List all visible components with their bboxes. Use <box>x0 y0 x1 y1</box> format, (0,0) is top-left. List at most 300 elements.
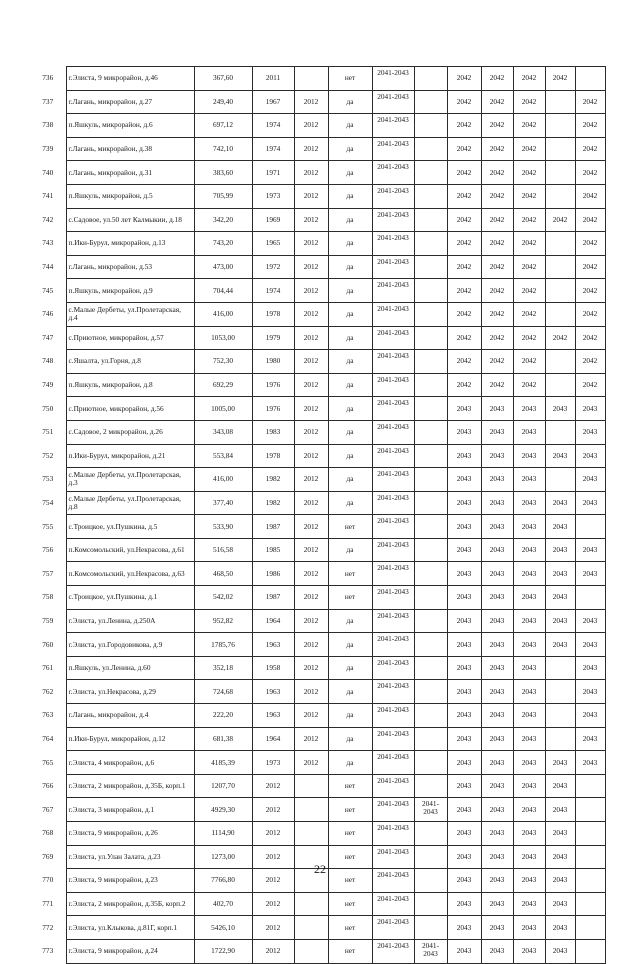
table-row <box>30 302 605 326</box>
address-cell: г.Лагань, микрорайон, д.53 <box>66 255 194 279</box>
table-row <box>30 751 605 775</box>
year-cell: 2042 <box>481 184 513 208</box>
area-cell: 1005,00 <box>194 397 252 421</box>
overhaul-year-cell <box>294 916 328 940</box>
year-cell <box>545 114 575 138</box>
flag-cell: нет <box>328 515 372 539</box>
year-cell: 2043 <box>545 822 575 846</box>
overhaul-year-cell: 2012 <box>294 184 328 208</box>
address-cell: с.Яшалта, ул.Горня, д.8 <box>66 350 194 374</box>
period-cell: 2041-2043 <box>372 916 414 940</box>
extra-period-cell <box>414 255 447 279</box>
period-cell: 2041-2043 <box>372 869 414 893</box>
overhaul-year-cell: 2012 <box>294 468 328 492</box>
flag-cell: да <box>328 161 372 185</box>
year-built-cell: 1972 <box>252 255 294 279</box>
year-built-cell: 1973 <box>252 184 294 208</box>
year-cell <box>545 161 575 185</box>
year-cell: 2043 <box>513 538 545 562</box>
year-cell: 2042 <box>447 184 481 208</box>
period-cell: 2041-2043 <box>372 397 414 421</box>
row-number: 754 <box>42 497 54 507</box>
extra-period-cell <box>414 586 447 610</box>
overhaul-year-cell: 2012 <box>294 609 328 633</box>
area-cell: 743,20 <box>194 232 252 256</box>
overhaul-year-cell <box>294 892 328 916</box>
year-cell: 2043 <box>575 420 605 444</box>
year-cell: 2042 <box>447 255 481 279</box>
flag-cell: нет <box>328 939 372 963</box>
address-cell: с.Малые Дербеты, ул.Пролетарская, д.8 <box>66 491 194 515</box>
row-number: 742 <box>42 214 54 224</box>
year-built-cell: 1987 <box>252 515 294 539</box>
year-cell <box>545 255 575 279</box>
year-cell: 2043 <box>447 774 481 798</box>
year-built-cell: 1980 <box>252 350 294 374</box>
overhaul-year-cell: 2012 <box>294 302 328 326</box>
overhaul-year-cell <box>294 67 328 91</box>
year-cell: 2043 <box>545 515 575 539</box>
table-row <box>30 326 605 350</box>
flag-cell: да <box>328 373 372 397</box>
address-cell: с.Приютное, микрорайон, д.57 <box>66 326 194 350</box>
flag-cell: да <box>328 184 372 208</box>
year-cell <box>575 774 605 798</box>
year-cell: 2042 <box>513 302 545 326</box>
extra-period-cell <box>414 515 447 539</box>
year-cell: 2043 <box>513 468 545 492</box>
year-cell: 2043 <box>545 397 575 421</box>
year-cell: 2043 <box>447 468 481 492</box>
area-cell: 681,38 <box>194 727 252 751</box>
year-built-cell: 2012 <box>252 892 294 916</box>
overhaul-year-cell: 2012 <box>294 444 328 468</box>
row-number: 763 <box>42 710 54 720</box>
year-cell: 2042 <box>513 114 545 138</box>
table-row <box>30 798 605 822</box>
year-cell: 2043 <box>481 798 513 822</box>
year-cell: 2043 <box>575 397 605 421</box>
overhaul-year-cell <box>294 822 328 846</box>
table-row <box>30 397 605 421</box>
table-row <box>30 373 605 397</box>
year-cell: 2042 <box>513 90 545 114</box>
area-cell: 1207,70 <box>194 774 252 798</box>
area-cell: 4929,30 <box>194 798 252 822</box>
row-number: 764 <box>42 733 54 743</box>
flag-cell: да <box>328 279 372 303</box>
year-cell: 2043 <box>481 822 513 846</box>
year-cell: 2042 <box>513 350 545 374</box>
year-cell: 2043 <box>513 491 545 515</box>
overhaul-year-cell <box>294 798 328 822</box>
row-number: 746 <box>42 309 54 319</box>
address-cell: г.Элиста, ул.Клыкова, д.81Г, корп.1 <box>66 916 194 940</box>
row-number: 773 <box>42 946 54 956</box>
flag-cell: нет <box>328 586 372 610</box>
flag-cell: да <box>328 727 372 751</box>
year-cell: 2043 <box>447 751 481 775</box>
year-built-cell: 1963 <box>252 680 294 704</box>
year-cell: 2042 <box>575 232 605 256</box>
year-cell: 2043 <box>481 515 513 539</box>
year-cell: 2042 <box>513 373 545 397</box>
table-row <box>30 939 605 963</box>
year-cell: 2043 <box>513 680 545 704</box>
overhaul-year-cell <box>294 939 328 963</box>
extra-period-cell <box>414 114 447 138</box>
year-cell: 2042 <box>575 373 605 397</box>
year-cell: 2043 <box>575 491 605 515</box>
table-row <box>30 656 605 680</box>
year-cell: 2043 <box>513 586 545 610</box>
year-cell: 2043 <box>513 656 545 680</box>
overhaul-year-cell: 2012 <box>294 680 328 704</box>
year-built-cell: 2012 <box>252 822 294 846</box>
year-built-cell: 1983 <box>252 420 294 444</box>
year-cell: 2042 <box>481 373 513 397</box>
year-cell: 2043 <box>481 916 513 940</box>
row-number: 772 <box>42 922 54 932</box>
year-cell: 2043 <box>545 798 575 822</box>
row-number: 769 <box>42 851 54 861</box>
extra-period-cell <box>414 420 447 444</box>
year-cell: 2043 <box>545 633 575 657</box>
area-cell: 1053,00 <box>194 326 252 350</box>
year-cell: 2042 <box>575 302 605 326</box>
table-row <box>30 609 605 633</box>
row-number: 750 <box>42 403 54 413</box>
overhaul-year-cell: 2012 <box>294 161 328 185</box>
area-cell: 704,44 <box>194 279 252 303</box>
year-cell <box>545 468 575 492</box>
year-cell: 2043 <box>481 538 513 562</box>
year-cell: 2042 <box>545 208 575 232</box>
area-cell: 416,00 <box>194 468 252 492</box>
extra-period-cell <box>414 184 447 208</box>
area-cell: 352,18 <box>194 656 252 680</box>
overhaul-year-cell: 2012 <box>294 326 328 350</box>
year-cell: 2043 <box>513 633 545 657</box>
table-row <box>30 680 605 704</box>
overhaul-year-cell: 2012 <box>294 538 328 562</box>
year-cell: 2042 <box>513 232 545 256</box>
year-cell: 2043 <box>575 468 605 492</box>
year-built-cell: 1969 <box>252 208 294 232</box>
address-cell: г.Элиста, 3 микрорайон, д.1 <box>66 798 194 822</box>
table-row <box>30 444 605 468</box>
period-cell: 2041-2043 <box>372 609 414 633</box>
period-cell: 2041-2043 <box>372 90 414 114</box>
flag-cell: нет <box>328 798 372 822</box>
address-cell: г.Элиста, 4 микрорайон, д.6 <box>66 751 194 775</box>
address-cell: п.Яшкуль, микрорайон, д.6 <box>66 114 194 138</box>
extra-period-cell <box>414 444 447 468</box>
year-cell: 2043 <box>545 609 575 633</box>
flag-cell: да <box>328 114 372 138</box>
year-cell <box>575 515 605 539</box>
area-cell: 222,20 <box>194 704 252 728</box>
year-cell: 2043 <box>447 538 481 562</box>
year-cell: 2042 <box>481 350 513 374</box>
address-cell: г.Элиста, 9 микрорайон, д.24 <box>66 939 194 963</box>
flag-cell: нет <box>328 562 372 586</box>
year-cell: 2043 <box>545 586 575 610</box>
year-cell: 2043 <box>447 515 481 539</box>
year-cell: 2043 <box>447 939 481 963</box>
overhaul-year-cell: 2012 <box>294 232 328 256</box>
extra-period-cell <box>414 704 447 728</box>
extra-period-cell <box>414 774 447 798</box>
table-row <box>30 633 605 657</box>
year-cell: 2043 <box>575 609 605 633</box>
table-row <box>30 916 605 940</box>
period-cell: 2041-2043 <box>372 468 414 492</box>
row-number: 751 <box>42 427 54 437</box>
year-cell: 2043 <box>513 869 545 893</box>
overhaul-year-cell: 2012 <box>294 420 328 444</box>
year-built-cell: 1985 <box>252 538 294 562</box>
year-built-cell: 1958 <box>252 656 294 680</box>
area-cell: 742,10 <box>194 137 252 161</box>
year-built-cell: 1974 <box>252 137 294 161</box>
area-cell: 705,99 <box>194 184 252 208</box>
row-number: 743 <box>42 238 54 248</box>
area-cell: 553,84 <box>194 444 252 468</box>
year-cell: 2043 <box>447 916 481 940</box>
period-cell: 2041-2043 <box>372 822 414 846</box>
address-cell: г.Лагань, микрорайон, д.4 <box>66 704 194 728</box>
period-cell: 2041-2043 <box>372 727 414 751</box>
address-cell: п.Яшкуль, микрорайон, д.9 <box>66 279 194 303</box>
year-cell: 2042 <box>447 161 481 185</box>
address-cell: п.Комсомольский, ул.Некрасова, д.61 <box>66 538 194 562</box>
year-cell <box>545 184 575 208</box>
year-cell: 2042 <box>447 326 481 350</box>
flag-cell: да <box>328 208 372 232</box>
year-built-cell: 1982 <box>252 491 294 515</box>
address-cell: п.Ики-Бурул, микрорайон, д.12 <box>66 727 194 751</box>
extra-period-cell <box>414 279 447 303</box>
row-number: 736 <box>42 73 54 83</box>
extra-period-cell <box>414 822 447 846</box>
year-cell: 2042 <box>575 114 605 138</box>
year-built-cell: 1964 <box>252 609 294 633</box>
year-cell: 2043 <box>545 892 575 916</box>
table-row <box>30 822 605 846</box>
flag-cell: да <box>328 137 372 161</box>
extra-period-cell <box>414 633 447 657</box>
row-number: 740 <box>42 167 54 177</box>
year-built-cell: 1971 <box>252 161 294 185</box>
year-cell: 2042 <box>447 350 481 374</box>
year-cell: 2043 <box>513 609 545 633</box>
table-row <box>30 90 605 114</box>
extra-period-cell <box>414 397 447 421</box>
year-cell <box>545 137 575 161</box>
year-built-cell: 1967 <box>252 90 294 114</box>
year-cell: 2043 <box>447 444 481 468</box>
year-cell: 2043 <box>575 704 605 728</box>
extra-period-cell <box>414 491 447 515</box>
row-number: 737 <box>42 96 54 106</box>
year-cell: 2043 <box>481 704 513 728</box>
table-row <box>30 255 605 279</box>
year-cell: 2042 <box>575 255 605 279</box>
row-number: 768 <box>42 828 54 838</box>
period-cell: 2041-2043 <box>372 67 414 91</box>
year-cell: 2042 <box>447 232 481 256</box>
address-cell: с.Садовое, 2 микрорайон, д.26 <box>66 420 194 444</box>
area-cell: 533,90 <box>194 515 252 539</box>
year-cell: 2043 <box>513 774 545 798</box>
period-cell: 2041-2043 <box>372 302 414 326</box>
year-cell: 2043 <box>447 656 481 680</box>
address-cell: г.Лагань, микрорайон, д.31 <box>66 161 194 185</box>
flag-cell: да <box>328 232 372 256</box>
year-cell: 2043 <box>481 397 513 421</box>
area-cell: 1785,76 <box>194 633 252 657</box>
row-number: 748 <box>42 356 54 366</box>
year-cell: 2042 <box>575 326 605 350</box>
overhaul-year-cell: 2012 <box>294 586 328 610</box>
year-cell: 2043 <box>447 727 481 751</box>
year-cell: 2042 <box>575 279 605 303</box>
address-cell: г.Элиста, 2 микрорайон, д.35Б, корп.1 <box>66 774 194 798</box>
extra-period-cell <box>414 916 447 940</box>
table-row <box>30 727 605 751</box>
address-cell: г.Элиста, ул.Улан Залата, д.23 <box>66 845 194 869</box>
overhaul-year-cell: 2012 <box>294 350 328 374</box>
flag-cell: да <box>328 302 372 326</box>
flag-cell: да <box>328 751 372 775</box>
row-number: 771 <box>42 899 54 909</box>
year-cell: 2043 <box>513 892 545 916</box>
year-cell: 2043 <box>545 444 575 468</box>
year-built-cell: 1963 <box>252 633 294 657</box>
year-built-cell: 2012 <box>252 916 294 940</box>
page-number: 22 <box>314 862 326 876</box>
year-built-cell: 1982 <box>252 468 294 492</box>
year-cell: 2042 <box>481 137 513 161</box>
flag-cell: нет <box>328 822 372 846</box>
year-cell: 2042 <box>447 137 481 161</box>
year-cell: 2043 <box>447 633 481 657</box>
table-row <box>30 468 605 492</box>
year-cell: 2043 <box>481 892 513 916</box>
area-cell: 342,20 <box>194 208 252 232</box>
year-cell <box>575 798 605 822</box>
year-cell: 2042 <box>481 67 513 91</box>
area-cell: 377,40 <box>194 491 252 515</box>
row-number: 766 <box>42 781 54 791</box>
year-cell: 2042 <box>481 279 513 303</box>
row-number: 761 <box>42 663 54 673</box>
period-cell: 2041-2043 <box>372 751 414 775</box>
year-cell: 2043 <box>481 751 513 775</box>
period-cell: 2041-2043 <box>372 279 414 303</box>
table-row <box>30 350 605 374</box>
year-cell: 2043 <box>513 515 545 539</box>
row-number: 745 <box>42 285 54 295</box>
year-cell: 2043 <box>513 562 545 586</box>
year-cell: 2043 <box>447 892 481 916</box>
year-cell: 2043 <box>447 420 481 444</box>
address-cell: г.Элиста, ул.Городовикова, д.9 <box>66 633 194 657</box>
year-cell: 2042 <box>481 114 513 138</box>
address-cell: г.Элиста, 9 микрорайон, д.46 <box>66 67 194 91</box>
overhaul-year-cell: 2012 <box>294 491 328 515</box>
year-cell: 2042 <box>481 302 513 326</box>
year-built-cell: 2011 <box>252 67 294 91</box>
area-cell: 416,00 <box>194 302 252 326</box>
year-built-cell: 1978 <box>252 444 294 468</box>
row-number: 770 <box>42 875 54 885</box>
year-cell: 2042 <box>513 255 545 279</box>
period-cell: 2041-2043 <box>372 798 414 822</box>
year-cell: 2043 <box>575 751 605 775</box>
flag-cell: нет <box>328 916 372 940</box>
year-built-cell: 1976 <box>252 373 294 397</box>
table-row <box>30 704 605 728</box>
flag-cell: да <box>328 420 372 444</box>
table-row <box>30 137 605 161</box>
period-cell: 2041-2043 <box>372 845 414 869</box>
year-built-cell: 1974 <box>252 114 294 138</box>
address-cell: г.Лагань, микрорайон, д.38 <box>66 137 194 161</box>
year-cell: 2042 <box>481 90 513 114</box>
overhaul-year-cell: 2012 <box>294 515 328 539</box>
period-cell: 2041-2043 <box>372 208 414 232</box>
flag-cell: да <box>328 680 372 704</box>
address-cell: г.Элиста, 9 микрорайон, д.23 <box>66 869 194 893</box>
year-cell <box>545 727 575 751</box>
period-cell: 2041-2043 <box>372 326 414 350</box>
year-cell: 2043 <box>513 916 545 940</box>
year-cell: 2043 <box>447 586 481 610</box>
overhaul-year-cell: 2012 <box>294 255 328 279</box>
year-cell: 2042 <box>575 161 605 185</box>
address-cell: п.Яшкуль, ул.Ленина, д.60 <box>66 656 194 680</box>
area-cell: 468,50 <box>194 562 252 586</box>
row-number: 752 <box>42 450 54 460</box>
year-cell: 2043 <box>481 680 513 704</box>
year-cell <box>545 302 575 326</box>
extra-period-cell <box>414 137 447 161</box>
period-cell: 2041-2043 <box>372 373 414 397</box>
table-row <box>30 491 605 515</box>
extra-period-cell <box>414 302 447 326</box>
year-cell: 2043 <box>513 704 545 728</box>
extra-period-cell <box>414 680 447 704</box>
area-cell: 383,60 <box>194 161 252 185</box>
year-built-cell: 2012 <box>252 869 294 893</box>
table-row <box>30 420 605 444</box>
row-number: 759 <box>42 615 54 625</box>
overhaul-year-cell: 2012 <box>294 279 328 303</box>
address-cell: г.Элиста, 2 микрорайон, д.35Б, корп.2 <box>66 892 194 916</box>
address-cell: г.Элиста, ул.Некрасова, д.29 <box>66 680 194 704</box>
year-cell: 2043 <box>575 727 605 751</box>
year-cell: 2042 <box>481 255 513 279</box>
table-row <box>30 279 605 303</box>
year-cell: 2042 <box>513 326 545 350</box>
row-number: 739 <box>42 144 54 154</box>
year-cell: 2043 <box>513 822 545 846</box>
area-cell: 752,30 <box>194 350 252 374</box>
address-cell: с.Троицкое, ул.Пушкина, д.1 <box>66 586 194 610</box>
extra-period-cell <box>414 67 447 91</box>
